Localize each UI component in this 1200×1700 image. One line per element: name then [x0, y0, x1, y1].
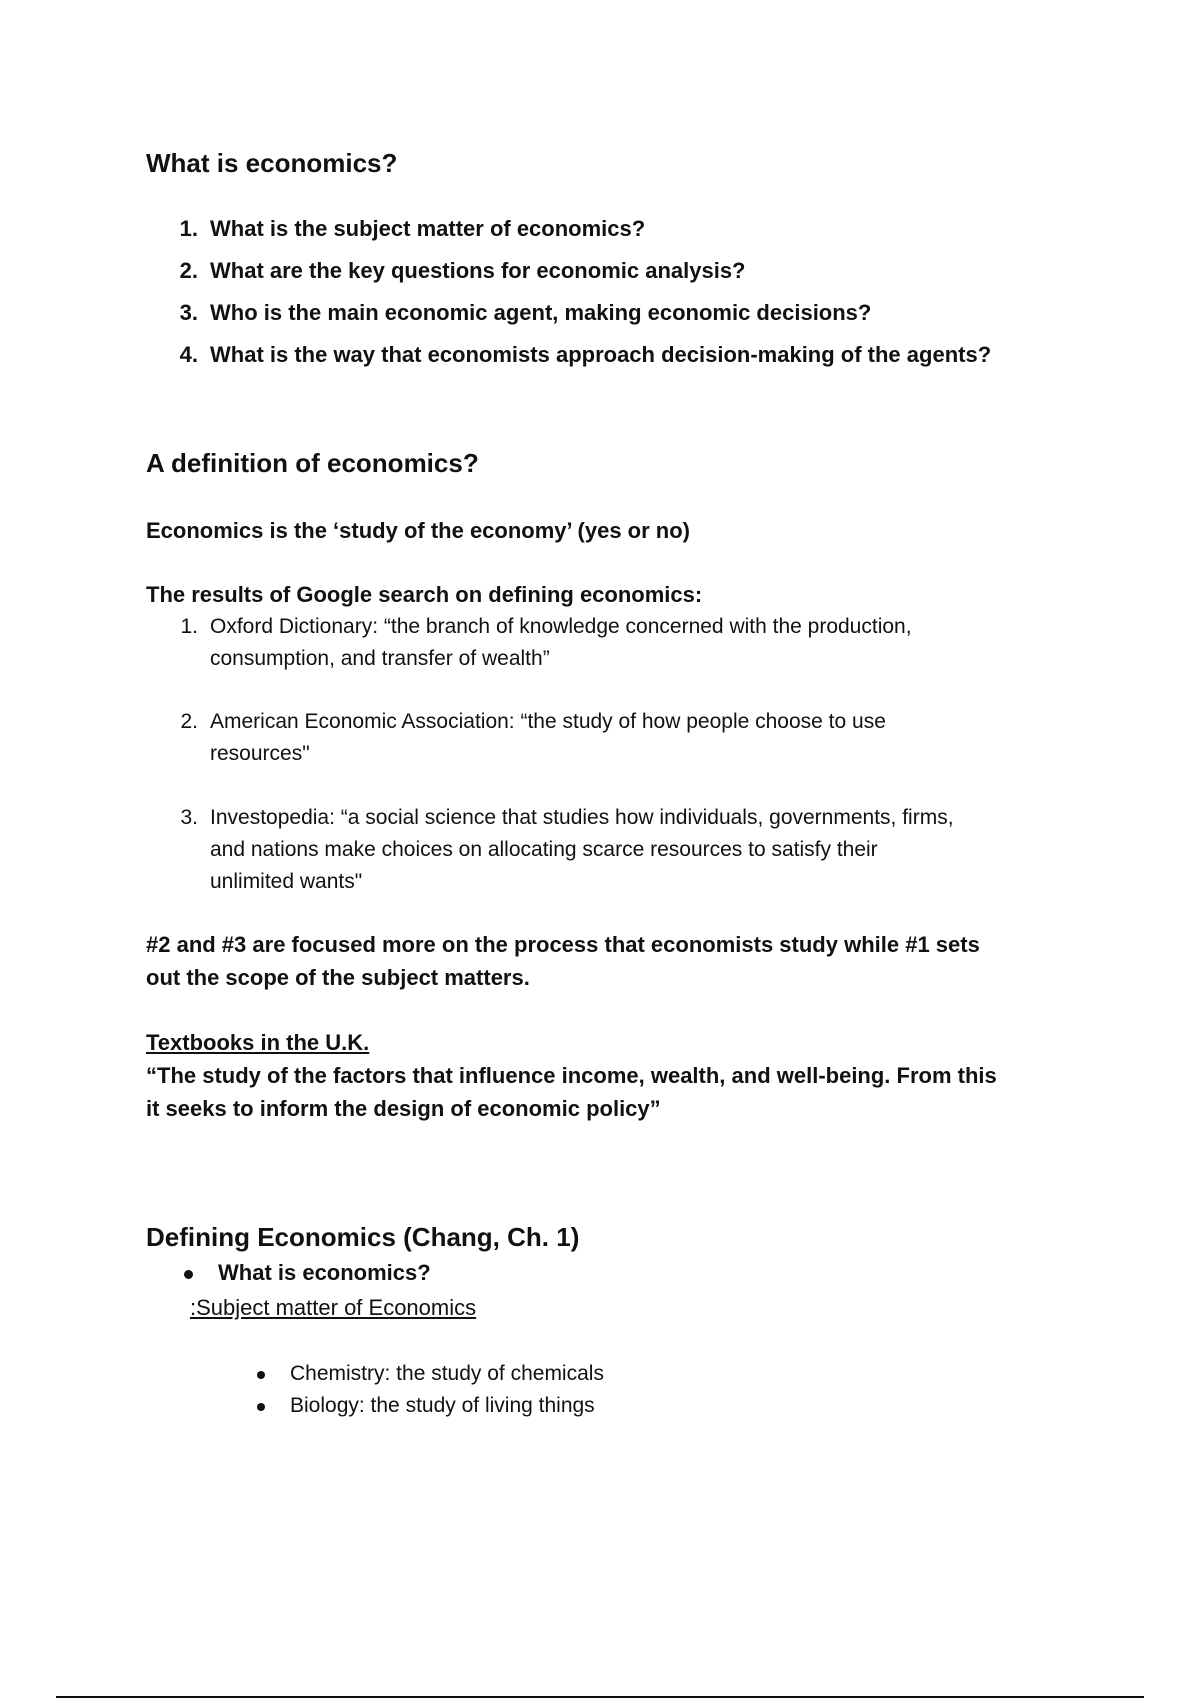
bullet-text: What is economics?	[218, 1260, 431, 1285]
list-number: 2.	[180, 710, 198, 733]
example-text: Chemistry: the study of chemicals	[290, 1362, 604, 1385]
question-text: What is the subject matter of economics?	[210, 216, 646, 241]
uk-textbooks-heading: Textbooks in the U.K.	[146, 1030, 370, 1055]
uk-quote-line-2: it seeks to inform the design of economic policy”	[146, 1096, 661, 1121]
list-number: 3.	[180, 806, 198, 829]
question-item	[172, 292, 1132, 334]
list-number: 1.	[179, 216, 198, 241]
comparison-line-2: out the scope of the subject matters.	[146, 965, 530, 990]
definition-line: and nations make choices on allocating scarce resources to satisfy their	[210, 838, 878, 861]
page-bottom-rule	[56, 1696, 1144, 1698]
subject-matter-subheading: :Subject matter of Economics	[190, 1295, 477, 1320]
example-item	[254, 1358, 854, 1390]
bullet-what-is-economics	[172, 1258, 772, 1294]
comparison-line-1: #2 and #3 are focused more on the process that economists study while #1 sets	[146, 932, 980, 957]
definition-line: American Economic Association: “the study of how people choose to use	[210, 710, 886, 733]
question-text: Who is the main economic agent, making economic decisions?	[210, 300, 872, 325]
list-number: 1.	[180, 615, 198, 638]
definition-item	[172, 802, 1132, 898]
definition-item	[172, 706, 1132, 770]
example-text: Biology: the study of living things	[290, 1394, 595, 1417]
definition-line: Oxford Dictionary: “the branch of knowledge concerned with the production,	[210, 615, 912, 638]
definition-line: unlimited wants"	[210, 870, 363, 893]
question-text: What are the key questions for economic analysis?	[210, 258, 746, 283]
definition-item	[172, 611, 1132, 675]
definition-line: resources"	[210, 742, 310, 765]
economy-statement: Economics is the ‘study of the economy’ (yes or no)	[146, 518, 690, 543]
section-title-what-is-economics: What is economics?	[146, 148, 398, 178]
question-item	[172, 250, 1132, 292]
bullet-dot	[257, 1371, 265, 1379]
example-item	[254, 1390, 854, 1422]
section-title-chang: Defining Economics (Chang, Ch. 1)	[146, 1222, 580, 1252]
question-item	[172, 208, 1132, 250]
bullet-dot	[184, 1270, 193, 1279]
definition-line: Investopedia: “a social science that studies how individuals, governments, firms,	[210, 806, 954, 829]
question-item	[172, 334, 1132, 376]
list-number: 2.	[179, 258, 198, 283]
question-text: What is the way that economists approach decision-making of the agents?	[210, 342, 992, 367]
uk-quote-line-1: “The study of the factors that influence income, wealth, and well-being. From this	[146, 1063, 997, 1088]
list-number: 3.	[179, 300, 198, 325]
definition-line: consumption, and transfer of wealth”	[210, 647, 550, 670]
bullet-dot	[257, 1403, 265, 1411]
google-results-heading: The results of Google search on defining economics:	[146, 582, 703, 607]
list-number: 4.	[179, 342, 198, 367]
section-title-definition: A definition of economics?	[146, 448, 479, 478]
